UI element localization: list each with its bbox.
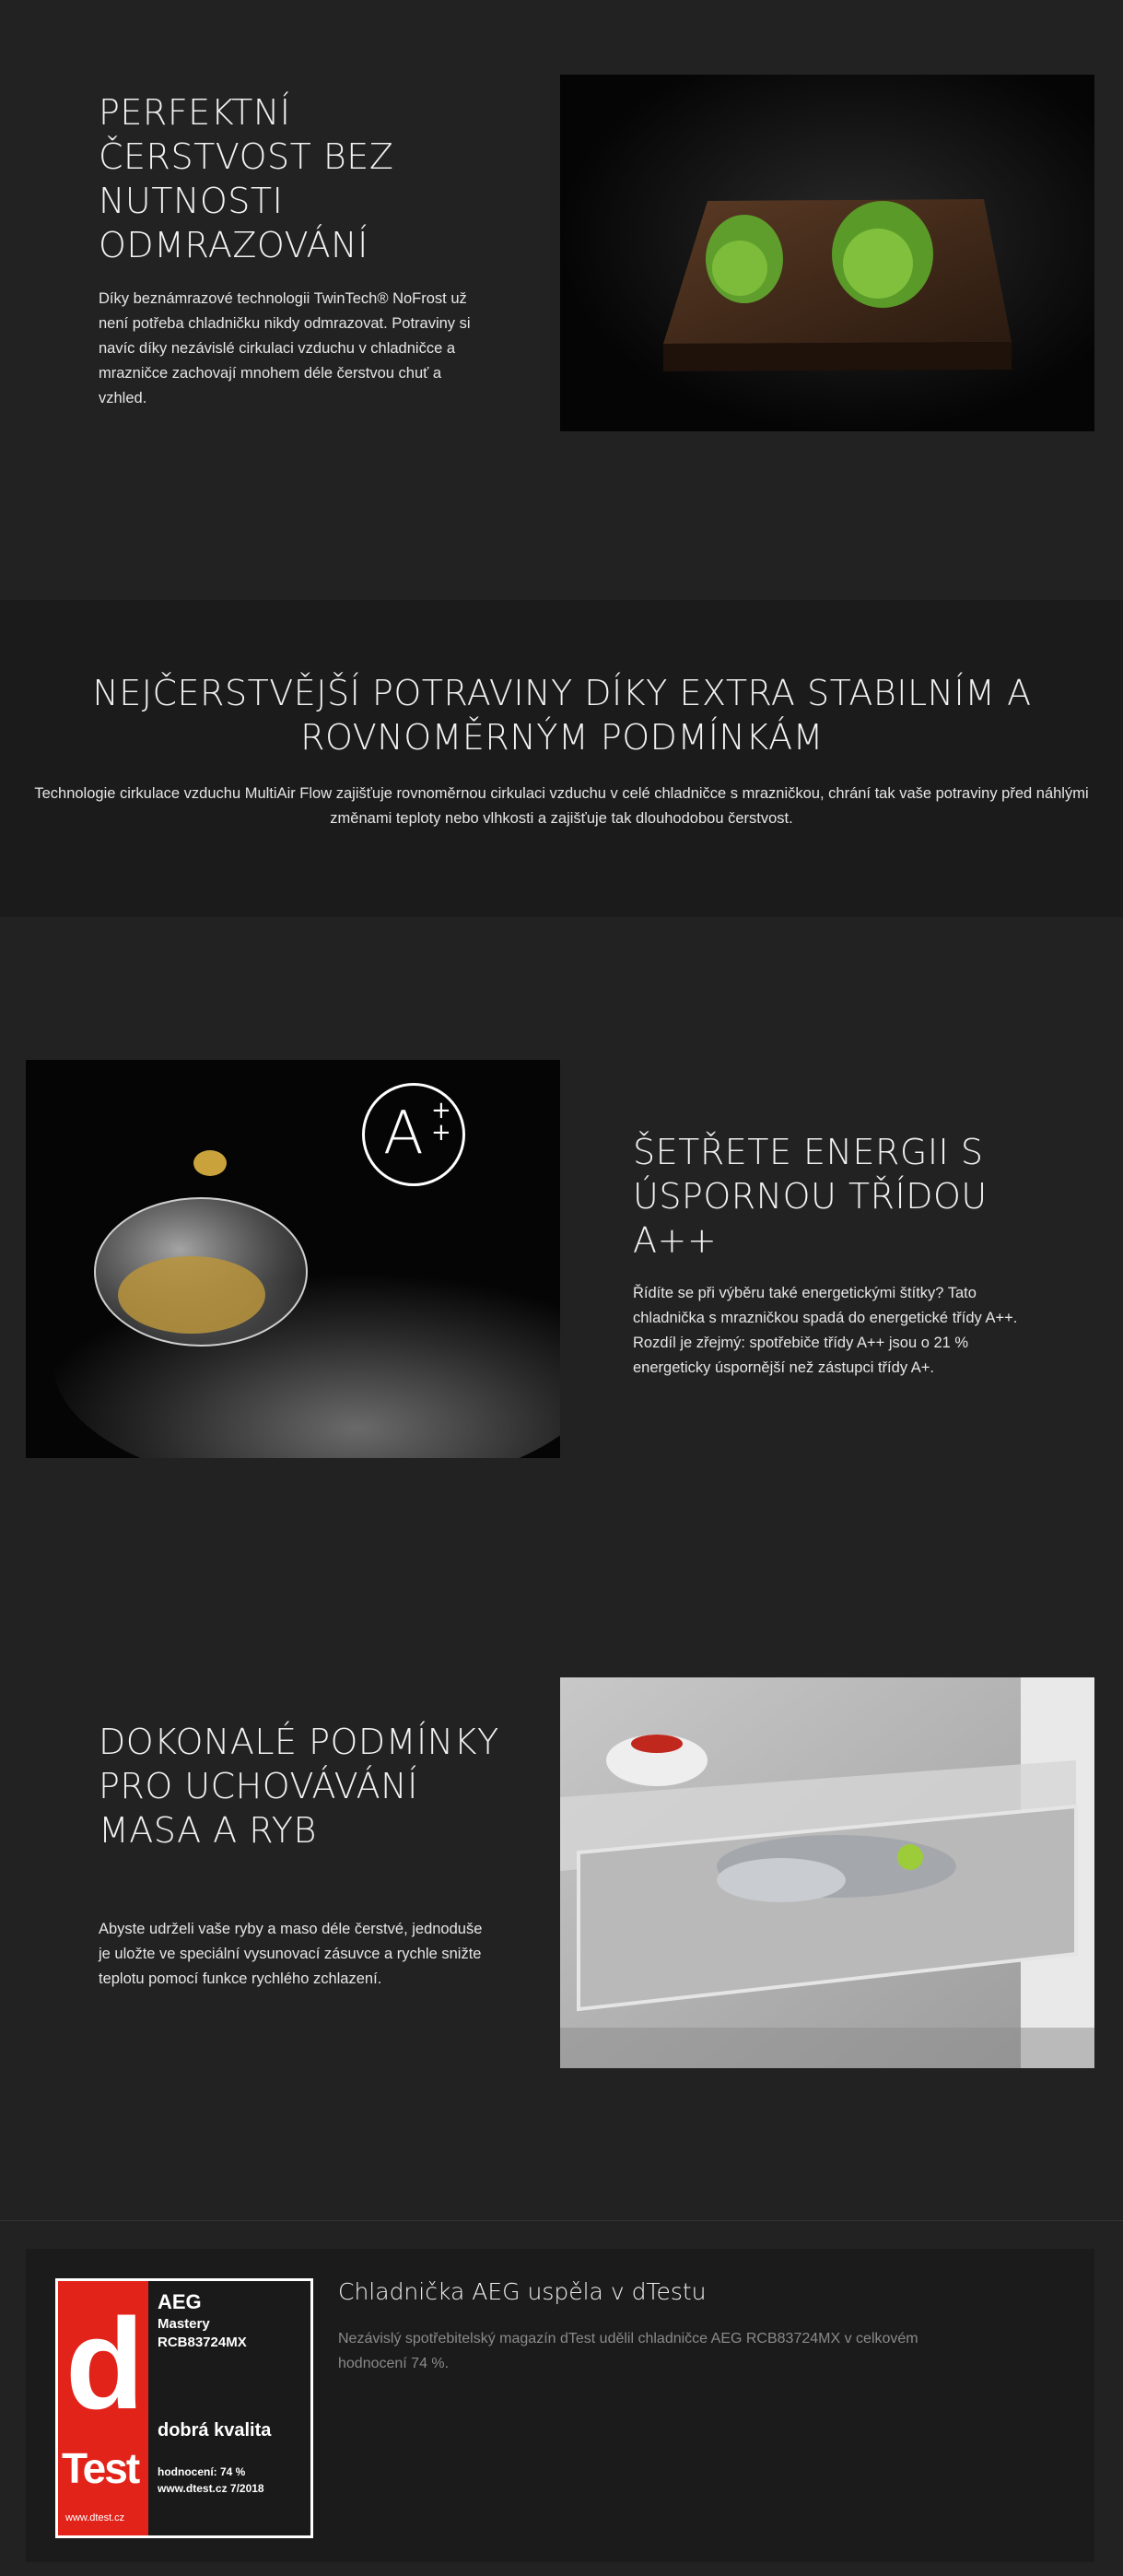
dtest-info-panel (148, 2281, 310, 2535)
fish-drawer-image (560, 1677, 1094, 2068)
dtest-series: Mastery (158, 2316, 210, 2332)
dtest-logo-url: www.dtest.cz (65, 2512, 125, 2523)
section-text-meat-fish: Abyste udrželi vaše ryby a maso déle čerstvé, jednoduše je uložte ve speciální vysunovací zásuvce a rychle snižte teplotu pomocí funkce rychlého zchlazení. (99, 1921, 483, 1987)
section-title-meat-fish: DOKONALÉ PODMÍNKY PRO UCHOVÁVÁNÍ MASA A RYB (99, 1722, 499, 1851)
energy-class-badge (362, 1083, 465, 1186)
energy-class-plus-2: + (431, 1119, 451, 1147)
dtest-source: www.dtest.cz 7/2018 (158, 2482, 264, 2495)
section-title-multiair: NEJČERSTVĚJŠÍ POTRAVINY DÍKY EXTRA STABILNÍM A ROVNOMĚRNÝM PODMÍNKÁM (92, 673, 1032, 758)
piggy-bank-image (26, 1060, 560, 1458)
dtest-brand: AEG (158, 2290, 202, 2313)
dtest-quality: dobrá kvalita (158, 2420, 272, 2441)
section-divider (0, 2220, 1123, 2221)
energy-class-plus-1: + (431, 1097, 451, 1124)
dtest-text: Nezávislý spotřebitelský magazín dTest udělil chladničce AEG RCB83724MX v celkovém hodnocení 74 %. (338, 2331, 918, 2371)
dtest-title: Chladnička AEG uspěla v dTestu (338, 2278, 707, 2305)
dtest-logo-test: Test (62, 2444, 139, 2492)
section-title-energy: ŠETŘETE ENERGII S ÚSPORNOU TŘÍDOU A++ (633, 1132, 988, 1261)
section-text-multiair: Technologie cirkulace vzduchu MultiAir Flow zajišťuje rovnoměrnou cirkulaci vzduchu v celé chladničce s mrazničkou, chrání tak vaše potraviny před náhlými změnami teploty nebo vlhkosti a zajišťuje tak dlouhodobou čerstvost. (34, 785, 1089, 827)
section-text-nofrost: Díky beznámrazové technologii TwinTech® NoFrost už není potřeba chladničku nikdy odmrazovat. Potraviny si navíc díky nezávislé cirkulaci vzduchu v chladničce a mrazničce zachovají mnohem déle čerstvou chuť a vzhled. (99, 290, 471, 406)
lettuce-board-image (560, 75, 1094, 431)
dtest-logo-panel (58, 2281, 148, 2535)
section-title-nofrost: PERFEKTNÍ ČERSTVOST BEZ NUTNOSTI ODMRAZOVÁNÍ (99, 92, 394, 265)
dtest-rating: hodnocení: 74 % (158, 2465, 246, 2478)
dtest-logo-d: d (65, 2291, 145, 2436)
energy-class-letter: A (383, 1100, 424, 1168)
dtest-model: RCB83724MX (158, 2335, 247, 2350)
section-text-energy: Řídíte se při výběru také energetickými štítky? Tato chladnička s mrazničkou spadá do energetické třídy A++. Rozdíl je zřejmý: spotřebiče třídy A++ jsou o 21 % energeticky úspornější než zástupci třídy A+. (633, 1285, 1018, 1376)
